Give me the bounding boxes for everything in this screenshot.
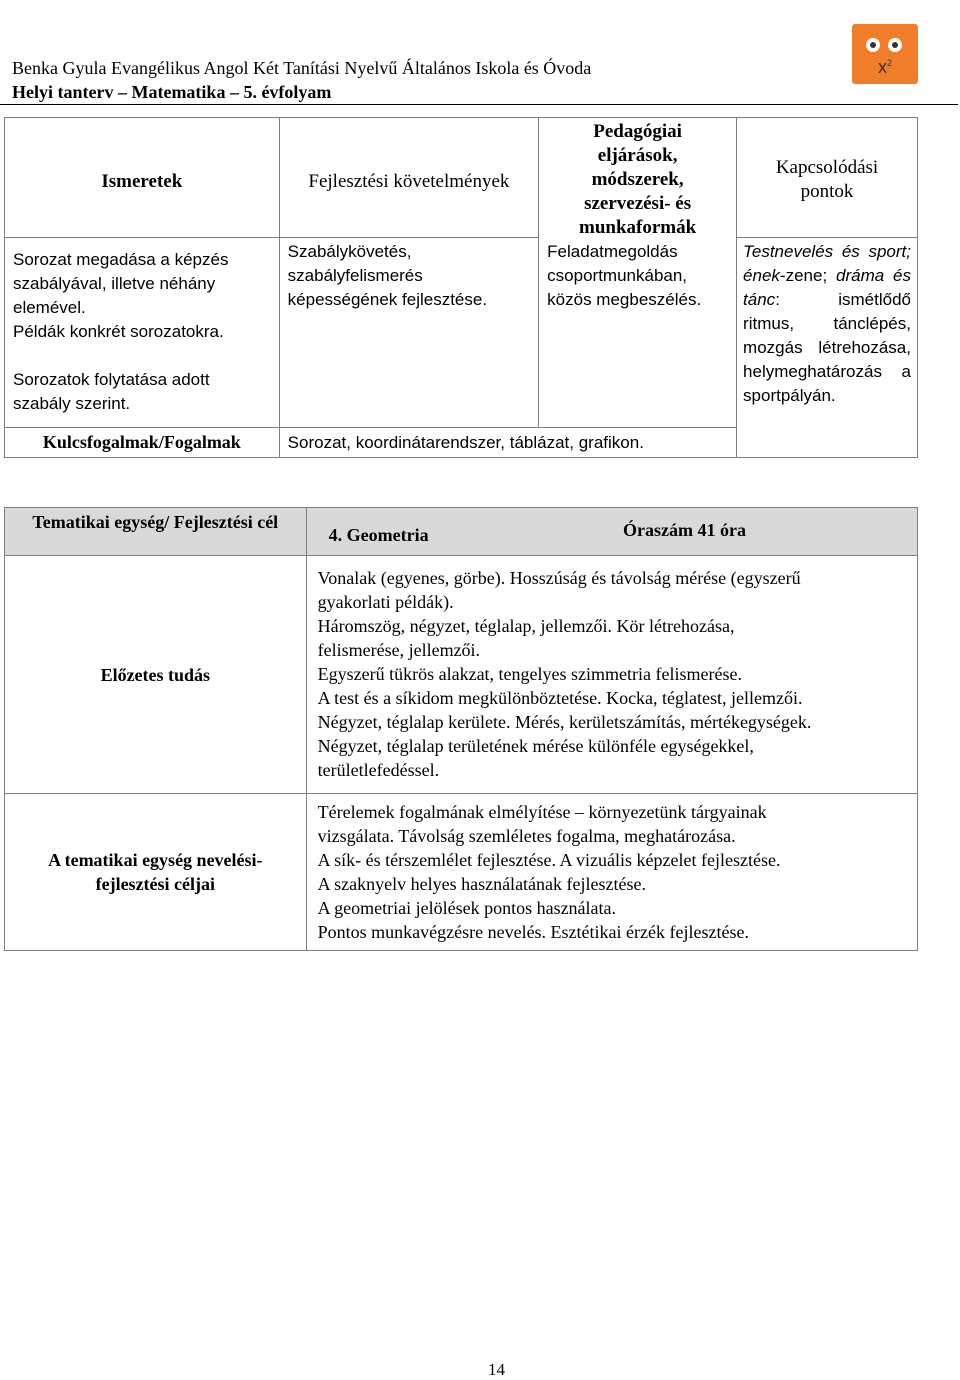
pedagogiai-text: Feladatmegoldás csoportmunkában, közös megbeszélés. xyxy=(547,242,702,309)
pedagogiai-cell xyxy=(539,118,737,428)
page-number: 14 xyxy=(488,1360,505,1379)
ismeretek-cell: Sorozat megadása a képzés szabályával, illetve néhány elemével. Példák konkrét sorozatokra. Sorozatok folytatása adott szabály szerint. xyxy=(5,238,280,428)
kulcsfogalmak-label: Kulcsfogalmak/Fogalmak xyxy=(5,428,280,458)
elozetes-text: Vonalak (egyenes, görbe). Hosszúság és távolság mérése (egyszerű gyakorlati példák). Háromszög, négyzet, téglalap, jellemzői. Kör létrehozása, felismerése, jellemzői. Egyszerű tükrös alakzat, tengelyes szimmetria felismerése. A test és a síkidom megkülönböztetése. Kocka, téglatest, jellemzői. Négyzet, téglalap kerülete. Mérés, kerületszámítás, mértékegységek. Négyzet, téglalap területének mérése különféle egységekkel, területlefedéssel. xyxy=(306,556,917,794)
document-subtitle: Helyi tanterv – Matematika – 5. évfolyam xyxy=(12,82,332,102)
elozetes-label: Előzetes tudás xyxy=(5,556,307,794)
header-ismeretek: Ismeretek xyxy=(5,118,280,238)
kulcsfogalmak-value: Sorozat, koordinátarendszer, táblázat, grafikon. xyxy=(279,428,736,458)
geometry-unit-table xyxy=(4,507,918,951)
header-pedagogiai: Pedagógiai eljárások, módszerek, szervezési- és munkaformák xyxy=(579,121,697,238)
header-rule xyxy=(0,104,958,105)
celjai-text: Térelemek fogalmának elmélyítése – környezetünk tárgyainak vizsgálata. Távolság szemléletes fogalma, meghatározása. A sík- és térszemlélet fejlesztése. A vizuális képzelet fejlesztése. A szaknyelv helyes használatának fejlesztése. A geometriai jelölések pontos használata. Pontos munkavégzésre nevelés. Esztétikai érzék fejlesztése. xyxy=(306,794,917,951)
kapcsolodasi-cell: Testnevelés és sport; ének-zene; dráma és tánc: ismétlődő ritmus, tánclépés, mozgás létrehozása, helymeghatározás a sportpályán. xyxy=(737,238,918,458)
header-fejlesztesi: Fejlesztési követelmények xyxy=(279,118,539,238)
curriculum-table xyxy=(4,117,918,458)
hours-label: Óraszám 41 óra xyxy=(443,508,917,556)
topic-title: 4. Geometria xyxy=(306,508,443,556)
tematikai-label: Tematikai egység/ Fejlesztési cél xyxy=(5,508,307,556)
header-kapcsolodasi: Kapcsolódási pontok xyxy=(737,118,918,238)
school-logo xyxy=(852,24,918,84)
fejlesztesi-cell: Szabálykövetés, szabályfelismerés képességének fejlesztése. xyxy=(279,238,539,428)
school-name: Benka Gyula Evangélikus Angol Két Tanítási Nyelvű Általános Iskola és Óvoda xyxy=(12,58,592,78)
celjai-label: A tematikai egység nevelési-fejlesztési céljai xyxy=(5,794,307,951)
logo-eye-right-icon xyxy=(888,38,902,52)
logo-mark: $x^2$ xyxy=(878,57,893,77)
logo-eye-left-icon xyxy=(866,38,880,52)
